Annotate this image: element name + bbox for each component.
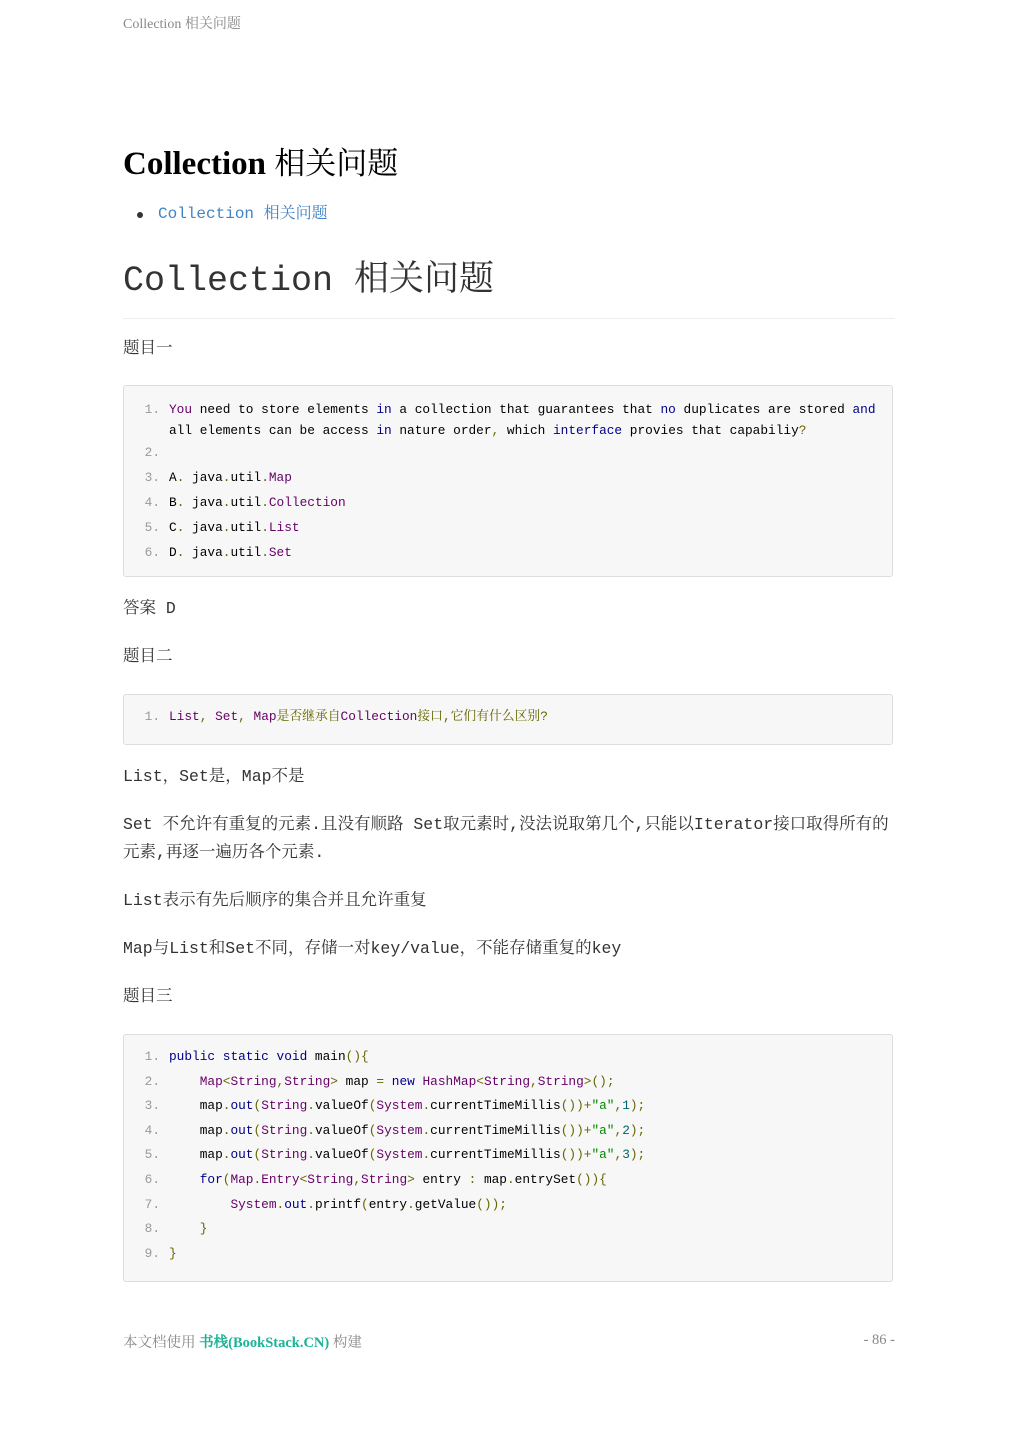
answer-one: 答案 D — [123, 599, 176, 618]
footer-credit — [123, 1331, 362, 1352]
toc-item — [123, 202, 328, 226]
code-line — [124, 1143, 892, 1168]
code-text: map.out(String.valueOf(System.currentTimeMillis())+"a",2); — [169, 1122, 646, 1138]
code-line — [124, 1217, 892, 1242]
code-text: A. java.util.Map — [169, 470, 292, 485]
code-block-question-two — [123, 694, 893, 745]
line-number: 2. — [144, 1073, 160, 1089]
line-number: 5. — [144, 520, 160, 535]
line-number: 1. — [144, 709, 160, 724]
code-text: for(Map.Entry<String,String> entry : map.entrySet()){ — [199, 1171, 607, 1187]
code-text: } — [199, 1221, 208, 1237]
code-text: public static void main(){ — [169, 1049, 369, 1064]
line-number: 5. — [144, 1147, 160, 1163]
section-title: Collection 相关问题 — [123, 258, 895, 319]
line-number: 4. — [144, 495, 160, 510]
toc-link[interactable]: Collection 相关问题 — [158, 205, 328, 223]
code-line — [124, 515, 892, 540]
answer-two-paragraph-2: Set 不允许有重复的元素.且没有顺路 Set取元素时,没法说取第几个,只能以Iterator接口取得所有的元素,再逐一遍历各个元素. — [123, 815, 889, 862]
code-text: map.out(String.valueOf(System.currentTimeMillis())+"a",3); — [169, 1147, 646, 1163]
code-line — [124, 1242, 892, 1267]
document-title — [123, 138, 398, 183]
code-line — [124, 490, 892, 515]
code-line — [124, 465, 892, 490]
table-of-contents — [123, 202, 328, 226]
line-number: 6. — [144, 545, 160, 560]
answer-two-paragraph-4: Map与List和Set不同，存储一对key/value，不能存储重复的key — [123, 939, 622, 958]
code-block-question-three — [123, 1034, 893, 1282]
document-title-cjk: 相关问题 — [274, 146, 399, 182]
line-number: 1. — [144, 402, 160, 417]
page-number: - 86 - — [863, 1332, 895, 1348]
code-line — [124, 706, 892, 727]
question-three-label: 题目三 — [123, 987, 173, 1006]
footer-suffix: 构建 — [332, 1335, 362, 1351]
code-line — [124, 1193, 892, 1218]
footer-prefix: 本文档使用 — [123, 1335, 196, 1351]
code-block-question-one — [123, 385, 893, 577]
line-number: 2. — [144, 445, 160, 460]
code-text: } — [169, 1245, 177, 1261]
running-header: Collection 相关问题 — [123, 17, 241, 32]
line-number: 7. — [144, 1196, 160, 1212]
code-line — [124, 540, 892, 565]
code-text: List, Set, Map是否继承自Collection接口,它们有什么区别? — [169, 709, 548, 724]
code-text: C. java.util.List — [169, 520, 300, 535]
code-line — [124, 1045, 892, 1070]
footer-brand-link[interactable]: 书栈(BookStack.CN) — [199, 1335, 330, 1351]
line-number: 3. — [144, 1098, 160, 1114]
line-number: 8. — [144, 1221, 160, 1237]
code-line — [124, 1094, 892, 1119]
code-text: Map<String,String> map = new HashMap<String,String>(); — [199, 1073, 615, 1089]
code-line — [124, 1119, 892, 1144]
code-text: System.out.printf(entry.getValue()); — [230, 1196, 507, 1212]
code-line — [124, 1168, 892, 1193]
answer-two-paragraph-1: List，Set是，Map不是 — [123, 767, 305, 786]
answer-two-paragraph-3: List表示有先后顺序的集合并且允许重复 — [123, 891, 427, 910]
line-number: 3. — [144, 470, 160, 485]
line-number: 4. — [144, 1122, 160, 1138]
code-text: You need to store elements in a collection that guarantees that no duplicates are stored and all elements can be access in nature order, which interface provies that capabiliy? — [169, 402, 884, 438]
line-number: 1. — [144, 1049, 160, 1064]
question-one-label: 题目一 — [123, 339, 173, 358]
code-line — [124, 399, 892, 441]
code-line — [124, 441, 892, 465]
line-number: 6. — [144, 1171, 160, 1187]
line-number: 9. — [144, 1245, 160, 1261]
code-text: D. java.util.Set — [169, 545, 292, 560]
question-two-label: 题目二 — [123, 647, 173, 666]
document-title-latin: Collection — [123, 146, 266, 182]
code-text: B. java.util.Collection — [169, 495, 346, 510]
code-line — [124, 1070, 892, 1095]
code-text: map.out(String.valueOf(System.currentTimeMillis())+"a",1); — [169, 1098, 646, 1114]
